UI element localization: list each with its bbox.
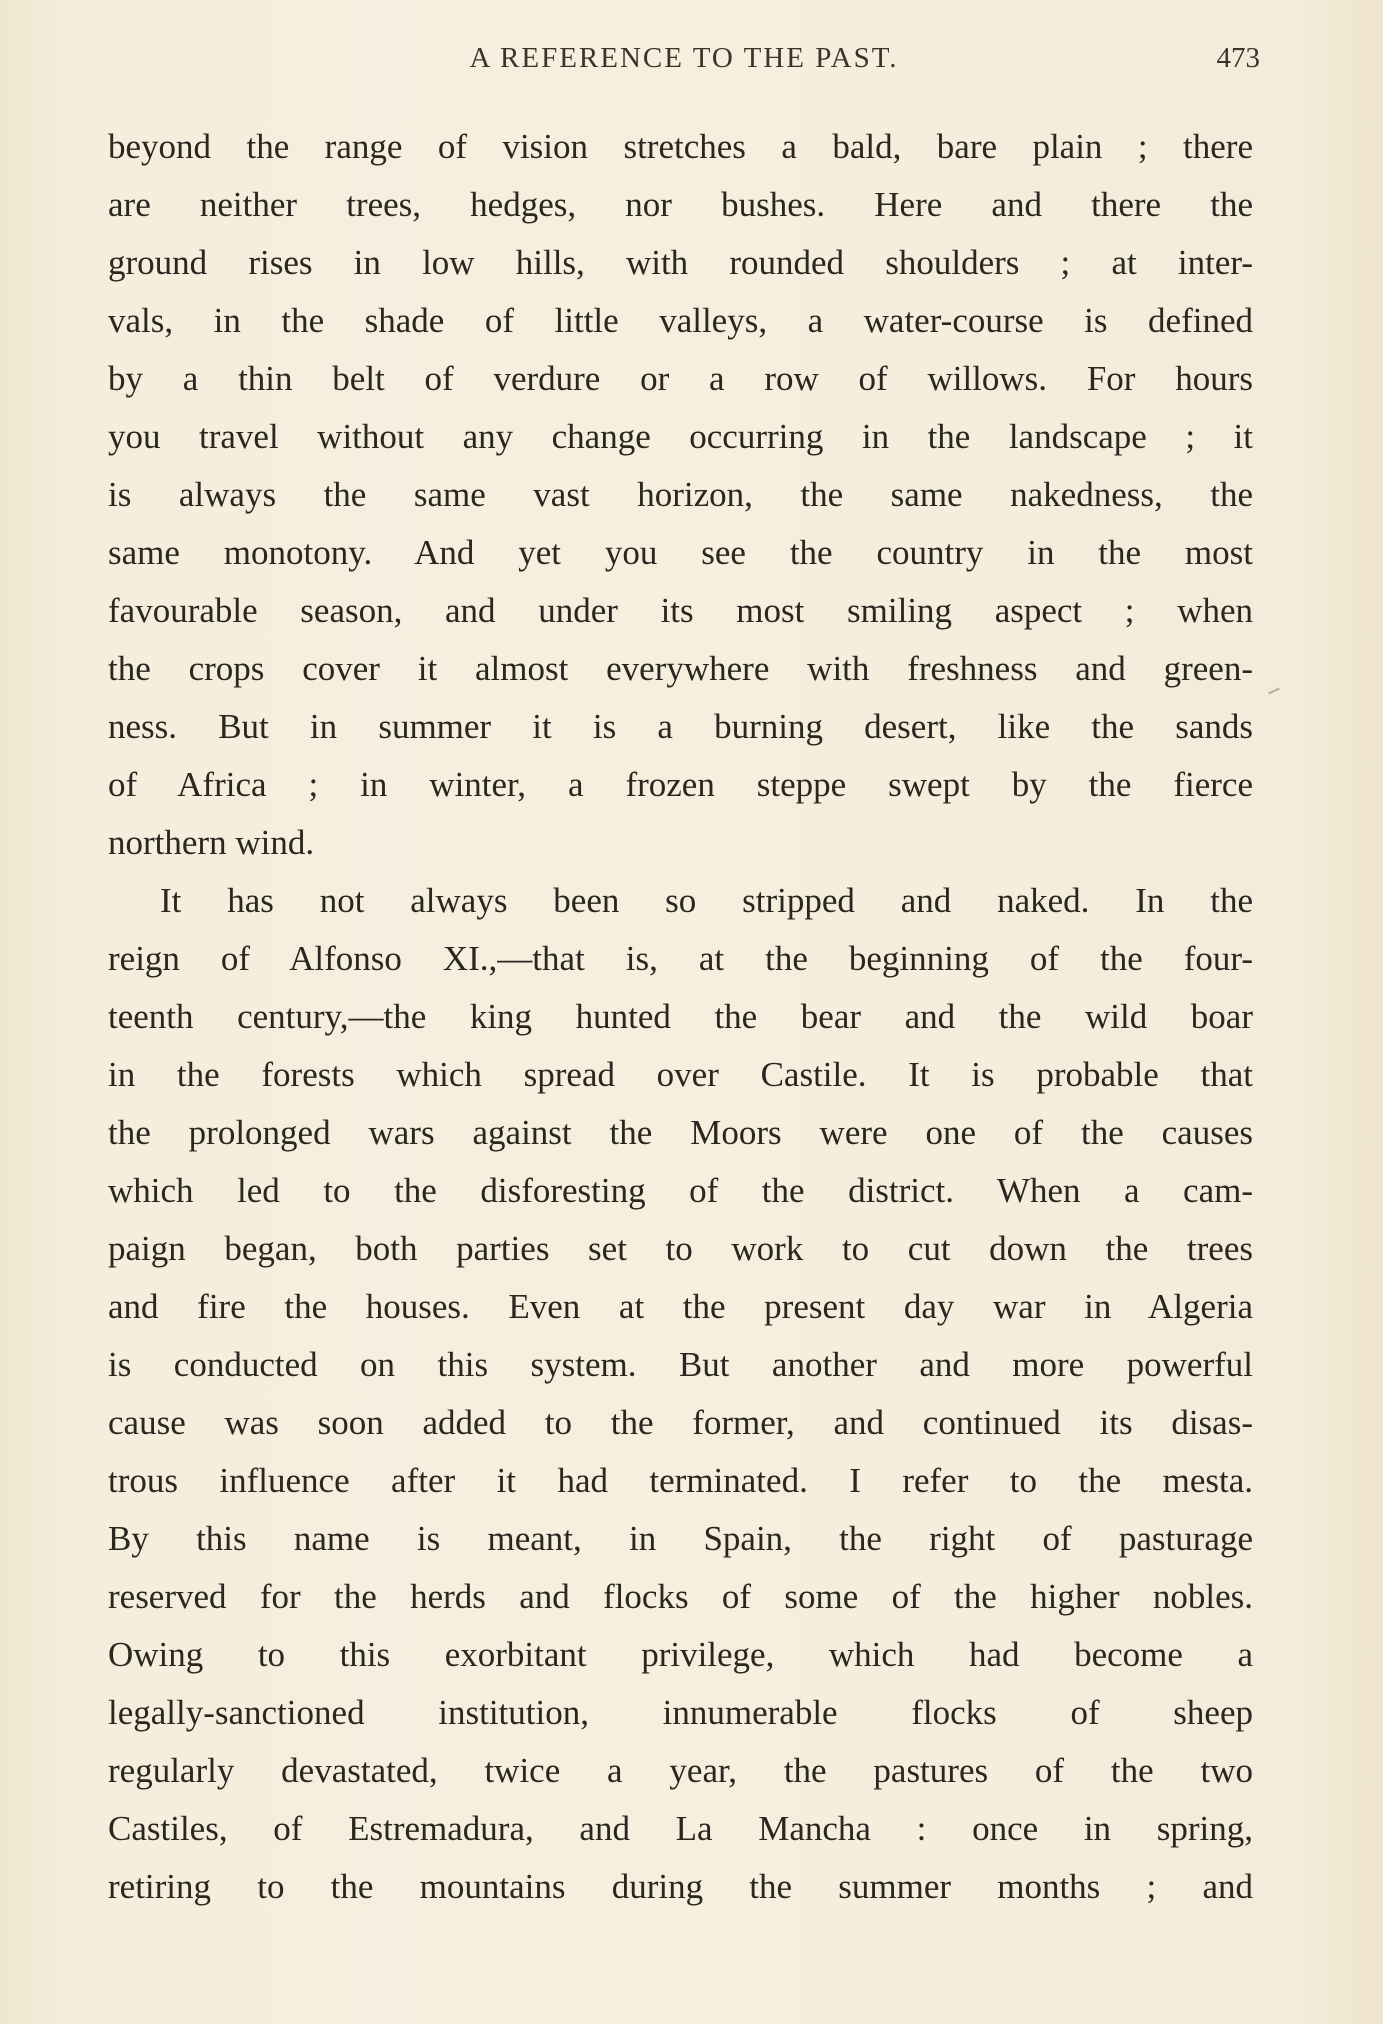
text-line: paign began, both parties set to work to cut down the trees — [108, 1229, 1253, 1268]
text-line: Owing to this exorbitant privilege, which had become a — [108, 1635, 1253, 1674]
text-line: vals, in the shade of little valleys, a water-course is defined — [108, 301, 1253, 340]
text-line: regularly devastated, twice a year, the pastures of the two — [108, 1751, 1253, 1790]
running-head — [108, 42, 1260, 82]
text-line: of Africa ; in winter, a frozen steppe swept by the fierce — [108, 765, 1253, 804]
text-line: beyond the range of vision stretches a bald, bare plain ; there — [108, 127, 1253, 166]
text-line: reign of Alfonso XI.,—that is, at the beginning of the four- — [108, 939, 1253, 978]
margin-mark — [1268, 688, 1280, 695]
text-line: ness. But in summer it is a burning desert, like the sands — [108, 707, 1253, 746]
text-line: cause was soon added to the former, and continued its disas- — [108, 1403, 1253, 1442]
body-text — [108, 118, 1253, 1916]
text-line: ground rises in low hills, with rounded shoulders ; at inter- — [108, 243, 1253, 282]
text-line: the crops cover it almost everywhere with freshness and green- — [108, 649, 1253, 688]
text-line: same monotony. And yet you see the country in the most — [108, 533, 1253, 572]
page-number: 473 — [1216, 42, 1260, 74]
text-line: you travel without any change occurring in the landscape ; it — [108, 417, 1253, 456]
text-line: By this name is meant, in Spain, the right of pasturage — [108, 1519, 1253, 1558]
text-line: legally-sanctioned institution, innumerable flocks of sheep — [108, 1693, 1253, 1732]
text-line: It has not always been so stripped and naked. In the — [160, 881, 1253, 920]
text-line: which led to the disforesting of the district. When a cam- — [108, 1171, 1253, 1210]
paragraph-2 — [108, 872, 1253, 1916]
text-line: trous influence after it had terminated. I refer to the mesta. — [108, 1461, 1253, 1500]
text-line: favourable season, and under its most smiling aspect ; when — [108, 591, 1253, 630]
text-line: in the forests which spread over Castile. It is probable that — [108, 1055, 1253, 1094]
text-line: the prolonged wars against the Moors were one of the causes — [108, 1113, 1253, 1152]
text-line: is conducted on this system. But another and more powerful — [108, 1345, 1253, 1384]
text-line: by a thin belt of verdure or a row of willows. For hours — [108, 359, 1253, 398]
text-line: reserved for the herds and flocks of some of the higher nobles. — [108, 1577, 1253, 1616]
running-title: A REFERENCE TO THE PAST. — [469, 42, 899, 74]
text-line: teenth century,—the king hunted the bear and the wild boar — [108, 997, 1253, 1036]
text-line: and fire the houses. Even at the present day war in Algeria — [108, 1287, 1253, 1326]
paragraph-1 — [108, 118, 1253, 872]
text-line: are neither trees, hedges, nor bushes. Here and there the — [108, 185, 1253, 224]
text-line: Castiles, of Estremadura, and La Mancha : once in spring, — [108, 1809, 1253, 1848]
text-line: retiring to the mountains during the summer months ; and — [108, 1867, 1253, 1906]
text-line: northern wind. — [108, 823, 315, 862]
text-line: is always the same vast horizon, the same nakedness, the — [108, 475, 1253, 514]
